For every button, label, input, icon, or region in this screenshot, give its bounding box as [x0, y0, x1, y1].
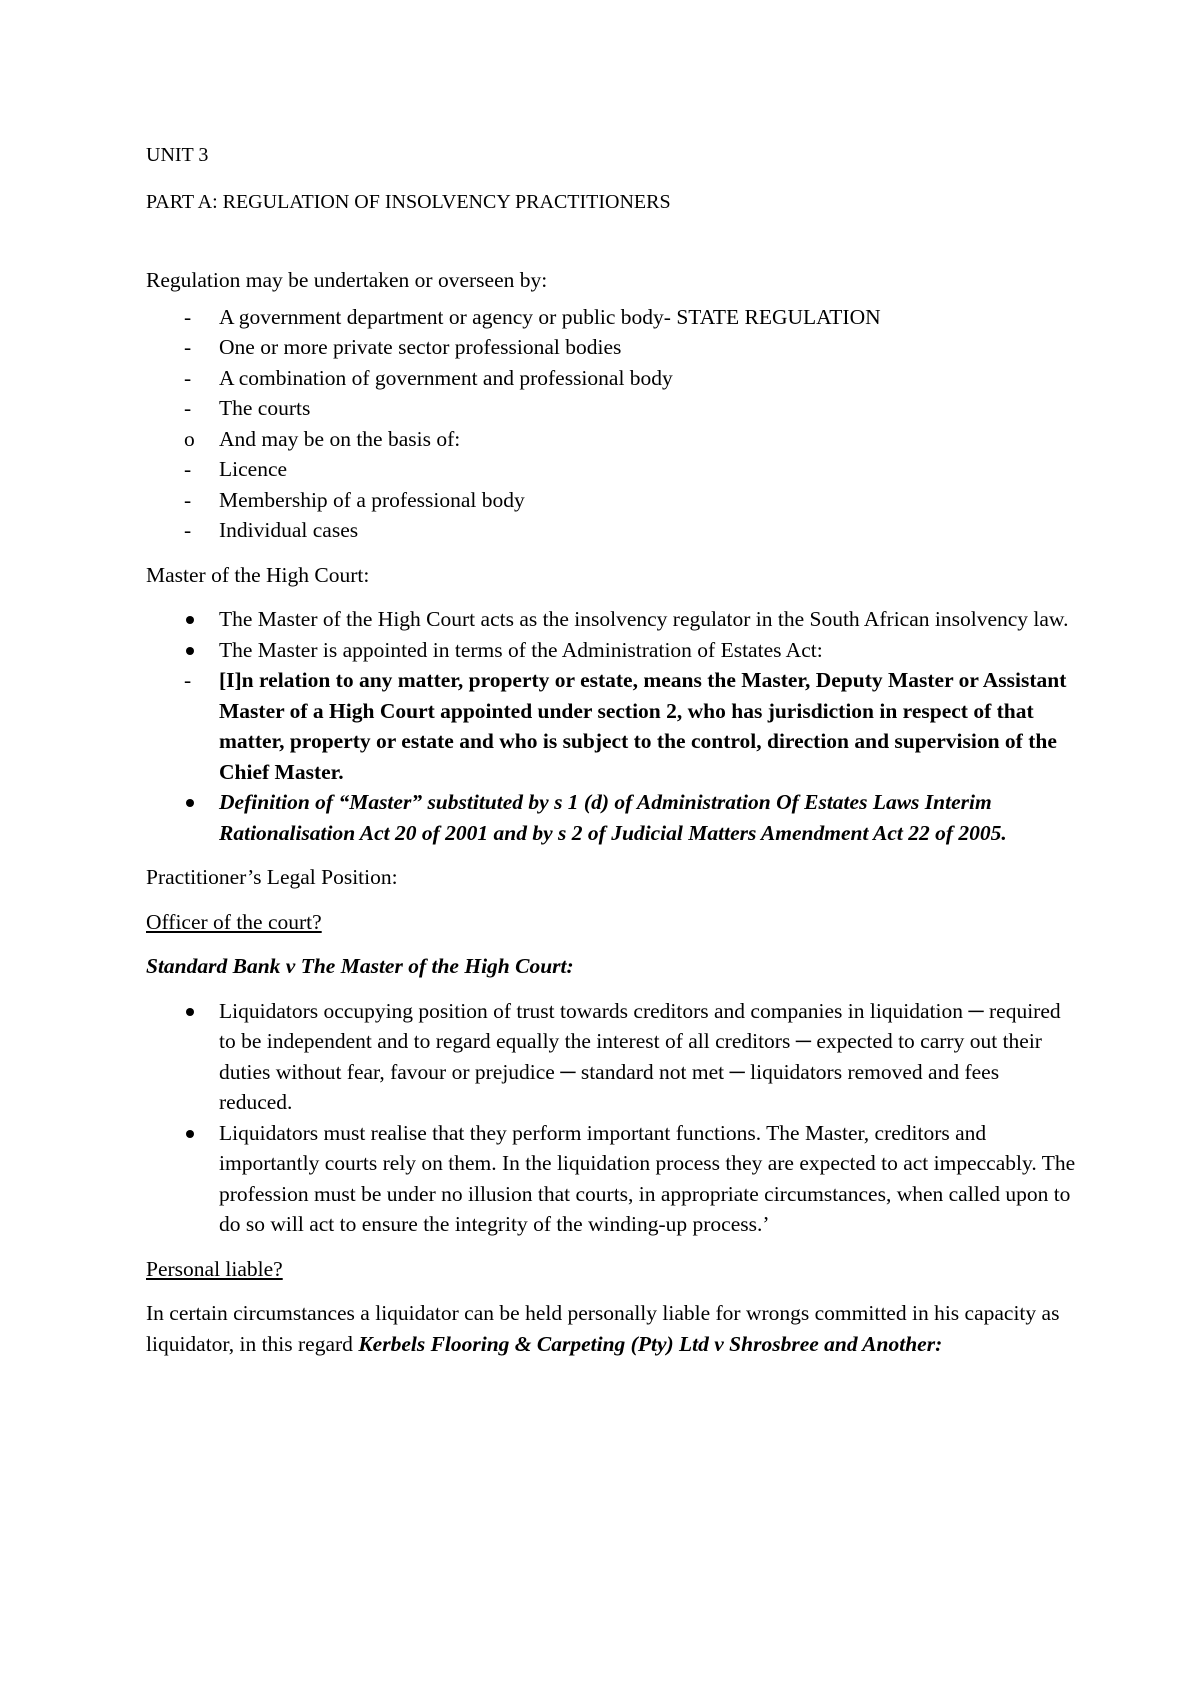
officer-heading: Officer of the court?	[146, 909, 322, 934]
list-item: - Membership of a professional body	[146, 485, 1076, 516]
case-citation: Kerbels Flooring & Carpeting (Pty) Ltd v Shrosbree and Another:	[358, 1331, 943, 1356]
list-item: o And may be on the basis of:	[146, 424, 1076, 455]
legal-position-heading: Practitioner’s Legal Position:	[146, 865, 398, 889]
list-marker: -	[184, 518, 192, 542]
list-item: - A government department or agency or public body- STATE REGULATION	[146, 302, 1076, 333]
list-marker: -	[184, 365, 192, 390]
master-list	[146, 604, 1076, 848]
list-marker: -	[184, 396, 192, 420]
list-item: - One or more private sector professional bodies	[146, 332, 1076, 363]
list-item: Liquidators occupying position of trust towards creditors and companies in liquidation ─ required to be independent and to regard equally the interest of all creditors ─ expected to carry out their duties without fear, favour or prejudice ─ standard not met ─ liquidators removed and fees reduced.	[146, 996, 1076, 1118]
list-item: - The courts	[146, 393, 1076, 424]
bullet-icon	[186, 1008, 194, 1016]
case-list	[146, 996, 1076, 1240]
list-marker: -	[184, 335, 192, 359]
list-item: The Master of the High Court acts as the insolvency regulator in the South African insolvency law.	[146, 604, 1076, 635]
unit-heading: UNIT 3	[146, 144, 209, 166]
list-item: - A combination of government and professional body	[146, 363, 1076, 394]
list-item: Liquidators must realise that they perform important functions. The Master, creditors and importantly courts rely on them. In the liquidation process they are expected to act impeccably. The profession must be under no illusion that courts, in appropriate circumstances, when called upon to do so will act to ensure the integrity of the winding-up process.’	[146, 1118, 1076, 1240]
list-marker: o	[184, 426, 195, 451]
personal-heading: Personal liable?	[146, 1256, 283, 1281]
case-heading: Standard Bank v The Master of the High Court:	[146, 954, 574, 978]
list-marker: -	[184, 457, 192, 481]
list-item: - Licence	[146, 454, 1076, 485]
regulation-intro: Regulation may be undertaken or overseen by:	[146, 268, 548, 292]
part-heading: PART A: REGULATION OF INSOLVENCY PRACTITIONERS	[146, 190, 671, 213]
list-marker: -	[184, 487, 192, 512]
document-page	[146, 140, 1076, 1373]
bullet-icon	[186, 1130, 194, 1138]
regulation-list	[146, 302, 1076, 546]
personal-paragraph: In certain circumstances a liquidator can be held personally liable for wrongs committed in his capacity as liquidator, in this regard Kerbels Flooring & Carpeting (Pty) Ltd v Shrosbree and Another:	[146, 1301, 1060, 1356]
list-marker: -	[184, 304, 192, 329]
list-marker: -	[184, 668, 192, 692]
master-heading: Master of the High Court:	[146, 562, 370, 587]
list-item: The Master is appointed in terms of the Administration of Estates Act:	[146, 635, 1076, 666]
bullet-icon	[186, 616, 194, 624]
bullet-icon	[186, 799, 194, 807]
list-item: - [I]n relation to any matter, property or estate, means the Master, Deputy Master or Assistant Master of a High Court appointed under section 2, who has jurisdiction in respect of that matter, property or estate and who is subject to the control, direction and supervision of the Chief Master.	[146, 665, 1076, 787]
bullet-icon	[186, 647, 194, 655]
list-item: - Individual cases	[146, 515, 1076, 546]
list-item: Definition of “Master” substituted by s 1 (d) of Administration Of Estates Laws Interim Rationalisation Act 20 of 2001 and by s 2 of Judicial Matters Amendment Act 22 of 2005.	[146, 787, 1076, 848]
